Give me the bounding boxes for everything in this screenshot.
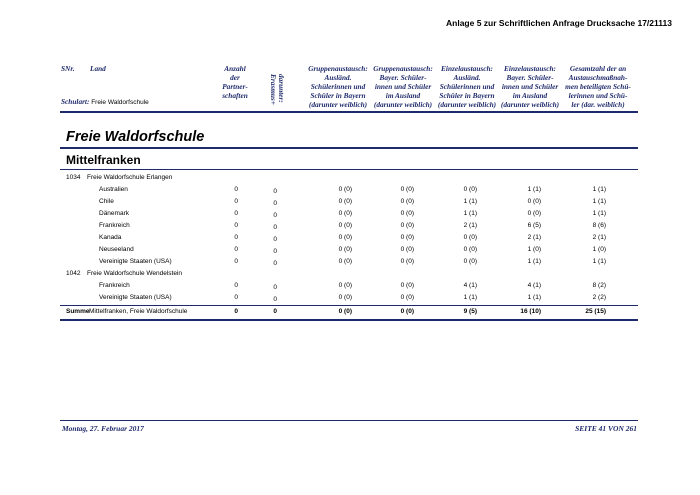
header-line: (darunter weiblich) (373, 100, 433, 109)
col-header-anzahl-line: Anzahl (224, 64, 246, 73)
country-cell: Frankreich (99, 282, 130, 289)
header-divider (60, 111, 638, 113)
eb-cell: 2 (1) (527, 234, 541, 241)
footer-divider (60, 420, 638, 421)
ea-cell: 0 (0) (463, 234, 477, 241)
anzahl-cell: 0 (234, 210, 238, 217)
table-row (60, 292, 638, 304)
gb-cell: 0 (0) (400, 258, 414, 265)
ges-cell: 2 (2) (592, 294, 606, 301)
ges-cell: 1 (1) (592, 210, 606, 217)
summary-gb-cell: 0 (0) (400, 308, 414, 315)
summary-erasmus-cell: 0 (273, 308, 277, 315)
ea-cell: 1 (1) (463, 198, 477, 205)
gb-cell: 0 (0) (400, 210, 414, 217)
col-header-einz-ausl (436, 64, 498, 109)
ga-cell: 0 (0) (338, 198, 352, 205)
school-number: 1034 (66, 174, 81, 181)
anzahl-cell: 0 (234, 282, 238, 289)
school-name: Freie Waldorfschule Wendelstein (87, 270, 183, 277)
table-row (60, 184, 638, 196)
erasmus-cell: 0 (273, 284, 277, 291)
region-divider (60, 169, 638, 170)
header-line: innen und Schüler (374, 82, 432, 91)
gb-cell: 0 (0) (400, 234, 414, 241)
erasmus-cell: 0 (273, 248, 277, 255)
table-row (60, 256, 638, 268)
eb-cell: 4 (1) (527, 282, 541, 289)
col-header-anzahl-line: schaften (222, 91, 248, 100)
erasmus-cell: 0 (273, 296, 277, 303)
ga-cell: 0 (0) (338, 186, 352, 193)
col-header-erasmus-line: Erasmus+ (269, 74, 278, 105)
summary-bottom-divider (60, 319, 638, 321)
ea-cell: 0 (0) (463, 186, 477, 193)
header-line: Ausländ. (453, 73, 481, 82)
ga-cell: 0 (0) (338, 246, 352, 253)
anzahl-cell: 0 (234, 258, 238, 265)
anzahl-cell: 0 (234, 234, 238, 241)
ga-cell: 0 (0) (338, 282, 352, 289)
ea-cell: 2 (1) (463, 222, 477, 229)
col-header-einz-bayer (499, 64, 561, 109)
country-cell: Dänemark (99, 210, 129, 217)
footer-page-number: SEITE 41 VON 261 (575, 424, 637, 433)
schulart-line (61, 97, 149, 106)
header-line: ler (dar. weiblich) (571, 100, 625, 109)
col-header-land: Land (90, 64, 106, 73)
country-cell: Vereinigte Staaten (USA) (99, 294, 172, 301)
col-header-erasmus (269, 74, 285, 105)
col-header-snr: SNr. (61, 64, 75, 73)
country-cell: Chile (99, 198, 114, 205)
document-header: Anlage 5 zur Schriftlichen Anfrage Drucksache 17/21113 (446, 18, 672, 28)
school-name: Freie Waldorfschule Erlangen (87, 174, 173, 181)
ges-cell: 1 (1) (592, 198, 606, 205)
ea-cell: 1 (1) (463, 210, 477, 217)
summary-label-bold: Summe (66, 308, 90, 315)
eb-cell: 0 (0) (527, 198, 541, 205)
erasmus-cell: 0 (273, 212, 277, 219)
eb-cell: 1 (1) (527, 258, 541, 265)
eb-cell: 1 (1) (527, 186, 541, 193)
ga-cell: 0 (0) (338, 210, 352, 217)
ga-cell: 0 (0) (338, 234, 352, 241)
header-line: Bayer. Schüler- (506, 73, 554, 82)
ges-cell: 8 (2) (592, 282, 606, 289)
gb-cell: 0 (0) (400, 246, 414, 253)
ea-cell: 0 (0) (463, 246, 477, 253)
country-cell: Neuseeland (99, 246, 134, 253)
ges-cell: 2 (1) (592, 234, 606, 241)
country-cell: Vereinigte Staaten (USA) (99, 258, 172, 265)
ea-cell: 4 (1) (463, 282, 477, 289)
header-line: Austauschmaßnah- (568, 73, 628, 82)
col-header-grp-bayer (371, 64, 435, 109)
school-row (60, 268, 638, 280)
country-cell: Kanada (99, 234, 122, 241)
header-line: men beteiligten Schü- (565, 82, 631, 91)
gb-cell: 0 (0) (400, 186, 414, 193)
header-line: Schüler in Bayern (310, 91, 366, 100)
erasmus-cell: 0 (273, 260, 277, 267)
header-line: Schüler in Bayern (439, 91, 495, 100)
school-type-divider (60, 147, 638, 149)
col-header-anzahl-line: Partner- (222, 82, 248, 91)
summary-ea-cell: 9 (5) (463, 308, 477, 315)
eb-cell: 1 (1) (527, 294, 541, 301)
table-row (60, 232, 638, 244)
summary-label: Mittelfranken, Freie Waldorfschule (89, 308, 188, 315)
table-row (60, 244, 638, 256)
eb-cell: 6 (5) (527, 222, 541, 229)
ges-cell: 1 (1) (592, 258, 606, 265)
table-row (60, 208, 638, 220)
schulart-label: Schulart: (61, 97, 90, 106)
table-row (60, 220, 638, 232)
summary-row (60, 306, 638, 318)
erasmus-cell: 0 (273, 224, 277, 231)
header-line: (darunter weiblich) (500, 100, 560, 109)
summary-eb-cell: 16 (10) (520, 308, 541, 315)
col-header-anzahl (215, 64, 255, 100)
col-header-grp-ausl (306, 64, 370, 109)
header-line: Gruppenaustausch: (373, 64, 433, 73)
col-header-gesamt (562, 64, 634, 109)
ea-cell: 0 (0) (463, 258, 477, 265)
header-line: im Ausland (512, 91, 548, 100)
ges-cell: 1 (0) (592, 246, 606, 253)
ges-cell: 8 (6) (592, 222, 606, 229)
header-line: im Ausland (385, 91, 421, 100)
gb-cell: 0 (0) (400, 294, 414, 301)
anzahl-cell: 0 (234, 246, 238, 253)
header-line: Gesamtzahl der an (569, 64, 627, 73)
header-line: Schülerinnen und (310, 82, 366, 91)
eb-cell: 0 (0) (527, 210, 541, 217)
anzahl-cell: 0 (234, 222, 238, 229)
erasmus-cell: 0 (273, 236, 277, 243)
gb-cell: 0 (0) (400, 222, 414, 229)
header-line: lerinnen und Schü- (568, 91, 628, 100)
eb-cell: 1 (0) (527, 246, 541, 253)
footer-date: Montag, 27. Februar 2017 (62, 424, 144, 433)
school-type-title: Freie Waldorfschule (66, 129, 205, 145)
anzahl-cell: 0 (234, 198, 238, 205)
header-line: Bayer. Schüler- (379, 73, 427, 82)
header-line: Einzelaustausch: (504, 64, 556, 73)
header-line: innen und Schüler (501, 82, 559, 91)
anzahl-cell: 0 (234, 186, 238, 193)
summary-ga-cell: 0 (0) (338, 308, 352, 315)
summary-anzahl-cell: 0 (234, 308, 238, 315)
table-row (60, 196, 638, 208)
school-number: 1042 (66, 270, 81, 277)
region-title: Mittelfranken (66, 153, 141, 167)
header-line: (darunter weiblich) (437, 100, 497, 109)
ga-cell: 0 (0) (338, 222, 352, 229)
header-line: Schülerinnen und (439, 82, 495, 91)
col-header-erasmus-line: darunter: (277, 74, 286, 103)
anzahl-cell: 0 (234, 294, 238, 301)
erasmus-cell: 0 (273, 200, 277, 207)
header-line: (darunter weiblich) (308, 100, 368, 109)
header-line: Ausländ. (324, 73, 352, 82)
gb-cell: 0 (0) (400, 198, 414, 205)
erasmus-cell: 0 (273, 188, 277, 195)
country-cell: Australien (99, 186, 128, 193)
gb-cell: 0 (0) (400, 282, 414, 289)
ga-cell: 0 (0) (338, 294, 352, 301)
header-line: Gruppenaustausch: (308, 64, 368, 73)
table-row (60, 280, 638, 292)
ga-cell: 0 (0) (338, 258, 352, 265)
ges-cell: 1 (1) (592, 186, 606, 193)
header-line: Einzelaustausch: (441, 64, 493, 73)
ea-cell: 1 (1) (463, 294, 477, 301)
country-cell: Frankreich (99, 222, 130, 229)
col-header-anzahl-line: der (230, 73, 240, 82)
schulart-value: Freie Waldorfschule (91, 99, 149, 106)
school-row (60, 172, 638, 184)
summary-ges-cell: 25 (15) (585, 308, 606, 315)
